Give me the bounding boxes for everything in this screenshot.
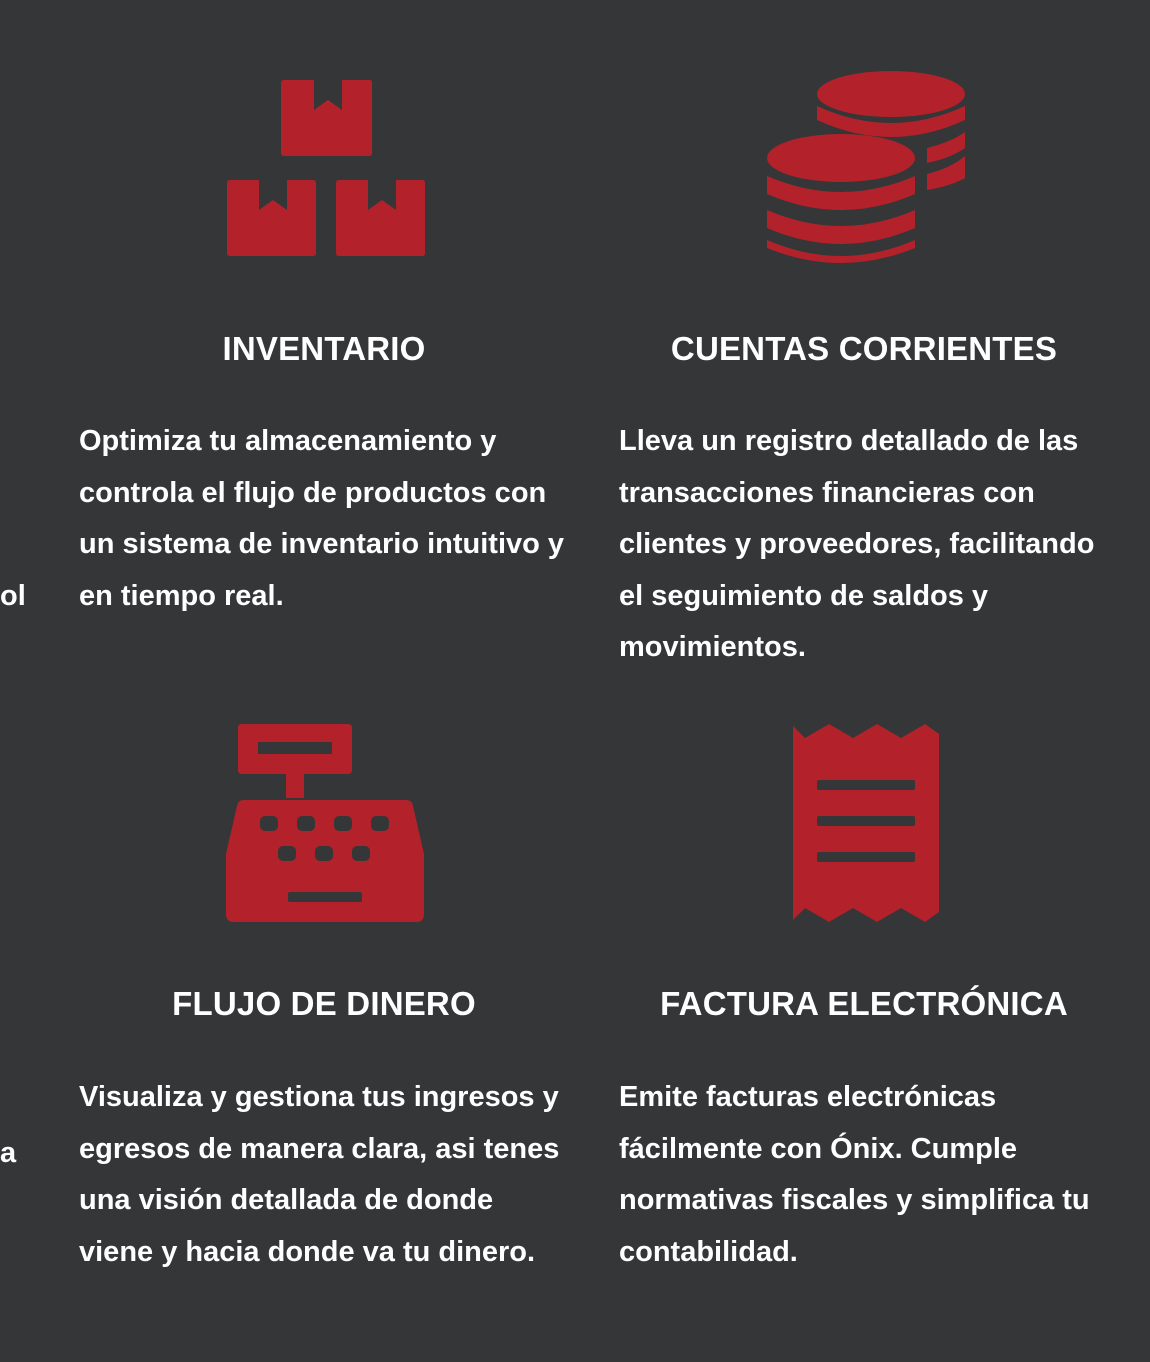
feature-card-cuentas-corrientes [619,0,1109,690]
feature-title: INVENTARIO [222,330,426,367]
feature-title: FACTURA ELECTRÓNICA [660,985,1068,1022]
feature-description: Visualiza y gestiona tus ingresos y egresos de manera clara, asi tenes una visión detallada de donde viene y hacia donde va tu dinero. [79,1081,560,1268]
coins-icon [765,68,967,270]
feature-card-factura-electronica [619,690,1109,1290]
feature-title: CUENTAS CORRIENTES [670,330,1058,367]
feature-description: Lleva un registro detallado de las transacciones financieras con clientes y proveedores, facilitando el seguimiento de saldos y movimientos. [619,425,1095,663]
feature-description: Emite facturas electrónicas fácilmente con Ónix. Cumple normativas fiscales y simplifica tu contabilidad. [619,1081,1090,1268]
feature-card-inventario [79,0,569,640]
feature-card-flujo-de-dinero [79,690,569,1350]
receipt-icon [793,722,939,922]
feature-description: Optimiza tu almacenamiento y controla el flujo de productos con un sistema de inventario intuitivo y en tiempo real. [79,425,565,612]
feature-title: FLUJO DE DINERO [172,985,476,1022]
clipped-text-fragment: a [0,1137,17,1169]
boxes-icon [226,78,426,258]
clipped-text-fragment: ol [0,580,26,612]
cash-register-icon [226,724,426,924]
